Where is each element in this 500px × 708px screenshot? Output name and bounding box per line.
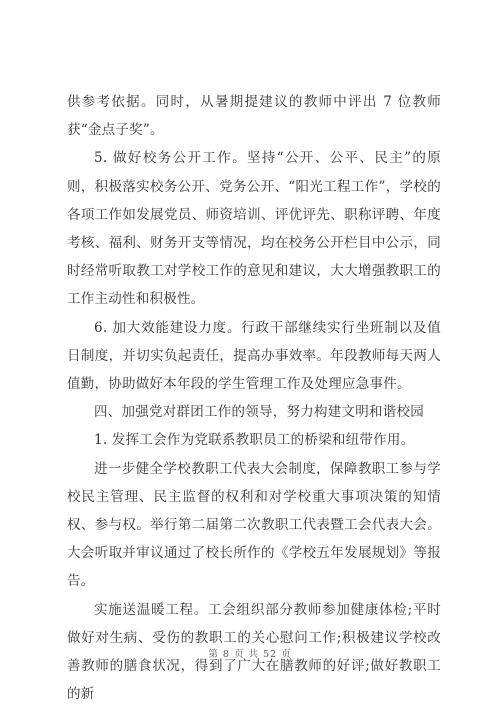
footer-prefix: 第: [208, 649, 219, 660]
section-heading-4: 四、加强党对群团工作的领导，努力构建文明和谐校园: [94, 404, 424, 421]
paragraph-item-6: 6. 加大效能建设力度。行政干部继续实行坐班制以及值日制度，并切实负起责任，提高办事效率。年段教师每天两人值勤，协助做好本年段的学生管理工作及处理应急事件。: [67, 319, 441, 393]
footer-suffix: 页: [281, 649, 292, 660]
body-text: [67, 88, 441, 708]
subheading-1: 1. 发挥工会作为党联系教职员工的桥梁和纽带作用。: [94, 432, 415, 449]
page-footer: [0, 646, 500, 660]
paragraph-continuation: 供参考依据。同时，从暑期提建议的教师中评出 7 位教师获“金点子奖”。: [67, 94, 441, 139]
paragraph-item-5: 5. 做好校务公开工作。坚持“公开、公平、民主”的原则，积极落实校务公开、党务公开、“阳光工程工作”，学校的各项工作如发展党员、师资培训、评优评先、职称评聘、年度考核、福利、财务开支等情况，均在校务公开栏目中公示，同时经常听取教工对学校工作的意见和建议，大大增强教职工的工作主动性和积极性。: [67, 150, 441, 308]
footer-page-number: 8: [222, 649, 230, 660]
paragraph-congress: 进一步健全学校教职工代表大会制度，保障教职工参与学校民主管理、民主监督的权利和对学校重大事项决策的知情权、参与权。举行第二届第二次教职工代表暨工会代表大会。大会听取并审议通过了校长所作的《学校五年发展规划》等报告。: [67, 460, 441, 590]
paragraph-warmth: 实施送温暖工程。工会组织部分教师参加健康体检;平时做好对生病、受伤的教职工的关心慰问工作;积极建议学校改善教师的膳食状况，得到了广大在膳教师的好评;做好教职工的新: [67, 601, 441, 703]
footer-middle: 页 共: [233, 649, 259, 660]
footer-total-pages: 52: [263, 649, 278, 660]
